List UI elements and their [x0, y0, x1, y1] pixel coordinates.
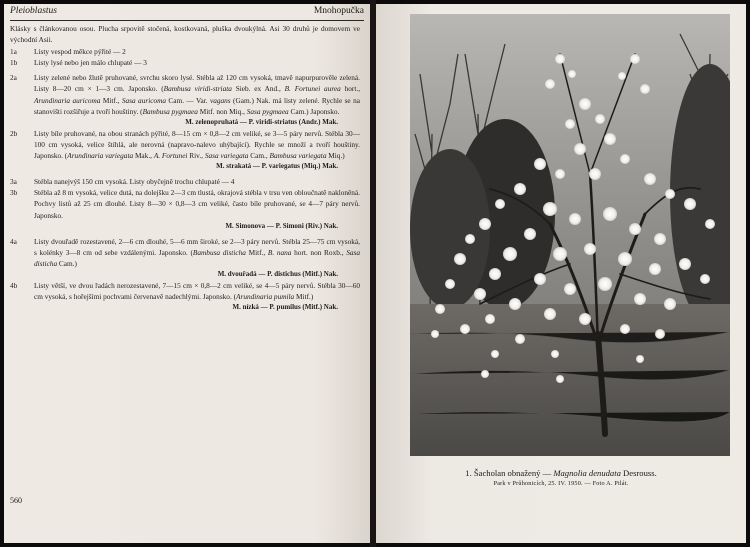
- latin-synonym: Sasa variegata: [204, 151, 249, 161]
- description-text: Mitf.): [294, 292, 314, 302]
- key-entry-text: [34, 128, 360, 161]
- magnolia-photo-illustration: [410, 14, 730, 456]
- key-entry-text: [34, 46, 360, 57]
- latin-synonym: Bambusa variegata: [269, 151, 327, 161]
- description-text: Listy bíle pruhované, na obou stranách pýřité, 8—15 cm × 0,8—2 cm veliké, se 3—5 páry nervů. Stébla 30—100 cm vysoká, velice štíhlá, ale nerovná (napravo-nalevo uhýbající). Rychle se množí a tvoří houštiny. Japonsko. (: [34, 128, 360, 161]
- key-entry-text: [34, 236, 360, 269]
- species-name: M. dvouřadá — P. distichus (Mitf.) Nak.: [217, 269, 338, 278]
- latin-synonym: Bambusa pygmaea: [142, 106, 198, 116]
- caption-author: Desrouss.: [620, 468, 657, 478]
- description-text: Cam.,: [248, 151, 270, 161]
- description-text: Miq.): [326, 151, 345, 161]
- species-name: M. strakatá — P. variegatus (Miq.) Mak.: [216, 162, 338, 171]
- key-entry-text: [34, 176, 360, 187]
- latin-synonym: Sasa pygmaea: [246, 106, 289, 116]
- latin-synonym: A. Fortunei: [153, 151, 188, 161]
- key-entry: [10, 176, 360, 187]
- key-entry: [10, 187, 360, 231]
- latin-synonym: Arundinaria pumila: [236, 292, 295, 302]
- key-entry-code: 2a: [10, 73, 17, 83]
- key-entry-code: 3b: [10, 188, 18, 198]
- description-text: Cam.) Japonsko.: [288, 106, 340, 116]
- description-text: Listy lysé nebo jen málo chlupaté — 3: [34, 58, 147, 68]
- species-name: M. zelenopruhatá — P. viridi-striatus (Andr.) Mak.: [185, 117, 338, 126]
- left-page-content: [4, 4, 370, 543]
- key-entry-code: 4a: [10, 236, 17, 246]
- description-text: Mitf.,: [245, 247, 268, 257]
- description-text: Listy zelené nebo žlutě pruhované, svrchu skoro lysé. Stébla až 120 cm vysoká, tmavě napurpurověle zelená. Listy 8—20 cm × 1—3 cm. Japonsko. (: [34, 73, 360, 94]
- latin-synonym: vagans: [209, 95, 231, 105]
- description-text: Sieb. ex And.,: [231, 84, 285, 94]
- key-entry: [10, 236, 360, 280]
- key-entry: [10, 72, 360, 127]
- description-text: Mitf. non Miq.,: [197, 106, 247, 116]
- description-text: Stébla až 8 m vysoká, velice dutá, na dolejšku 2—3 cm tlustá, okrajová stébla v trsu ven obloučnatě nakloněná. Pochvy listů až 25 cm dlouhé. Listy 8—30 × 0,8—3 cm veliké, často bíle pruhované, se 4—7 páry nervů. Japonsko.: [34, 188, 360, 220]
- description-text: Cam. — Var.: [166, 95, 210, 105]
- running-head-czech-name: Mnohopučka: [313, 6, 364, 16]
- caption-title: [380, 467, 742, 479]
- description-text: Listy větší, ve dvou řadách nerozestavené, 7—15 cm × 0,8—2 cm veliké, se 4—5 páry nervů. Stébla 30—60 cm vysoká, s hořejšími pochvami červenavě nadechlými. Japonsko. (: [34, 281, 360, 302]
- description-text: Listy dvouřadě rozestavené, 2—6 cm dlouhé, 5—6 mm široké, se 2—3 páry nervů. Stébla 25—75 cm vysoká, s kolénky 3—8 cm od sebe vzdálenými. Japonsko. (: [34, 236, 360, 257]
- key-text: [10, 23, 360, 313]
- latin-synonym: Bambusa viridi-striata: [163, 84, 232, 94]
- description-text: hort. non Roxb.,: [291, 247, 347, 257]
- key-entry-code: 2b: [10, 128, 18, 138]
- description-text: Mak.,: [133, 151, 154, 161]
- page-number: 560: [10, 496, 22, 505]
- latin-synonym: Arundinaria variegata: [67, 151, 134, 161]
- key-entry-code: 1a: [10, 47, 17, 57]
- caption-title-prefix: 1. Šacholan obnažený —: [465, 468, 554, 478]
- description-text: hort.,: [340, 84, 361, 94]
- latin-synonym: B. nana: [267, 247, 292, 257]
- key-entry-text: [34, 72, 360, 116]
- identification-key: [10, 46, 360, 313]
- running-head: [10, 6, 364, 20]
- description-text: Riv.,: [187, 151, 205, 161]
- key-entry-code: 4b: [10, 281, 18, 291]
- description-text: Stébla nanejvýš 150 cm vysoká. Listy obyčejně trochu chlupaté — 4: [34, 177, 235, 187]
- genus-intro: Klásky s článkovanou osou. Plucha srpovitě stočená, kostkovaná, pluška dvoukýlná. Asi 30 druhů je domovem ve východní Asii.: [10, 24, 360, 45]
- photo-caption: [380, 467, 742, 489]
- running-head-genus: Pleioblastus: [10, 6, 57, 16]
- key-entry: [10, 57, 360, 68]
- caption-species: Magnolia denudata: [553, 468, 621, 478]
- header-rule: [10, 20, 364, 21]
- latin-synonym: Arundinaria auricoma: [34, 95, 101, 105]
- species-name: M. Simonova — P. Simoni (Riv.) Nak.: [225, 221, 338, 230]
- latin-synonym: B. Fortunei aurea: [284, 84, 341, 94]
- caption-credit: Park v Průhonicích, 25. IV. 1950. — Foto A. Pilát.: [493, 480, 629, 487]
- key-entry-code: 3a: [10, 177, 17, 187]
- latin-synonym: Sasa disticha: [34, 247, 361, 268]
- key-entry: [10, 128, 360, 172]
- key-entry-text: [34, 57, 360, 68]
- key-entry-text: [34, 187, 360, 220]
- latin-synonym: Bambusa disticha: [192, 247, 246, 257]
- magnolia-photo: [410, 14, 730, 456]
- key-entry-code: 1b: [10, 58, 18, 68]
- description-text: Cam.): [57, 258, 77, 268]
- description-text: Mitf.,: [100, 95, 122, 105]
- key-entry: [10, 46, 360, 57]
- species-name: M. nízká — P. pumilus (Mitf.) Nak.: [232, 303, 338, 312]
- key-entry: [10, 280, 360, 313]
- description-text: (Gam.) Nak. má listy zelené. Rychle se na stanovišti rozšiřuje a tvoří houštiny. (: [34, 95, 360, 116]
- description-text: Listy vespod měkce pýřité — 2: [34, 47, 126, 57]
- key-entry-text: [34, 280, 360, 302]
- latin-synonym: Sasa auricoma: [121, 95, 167, 105]
